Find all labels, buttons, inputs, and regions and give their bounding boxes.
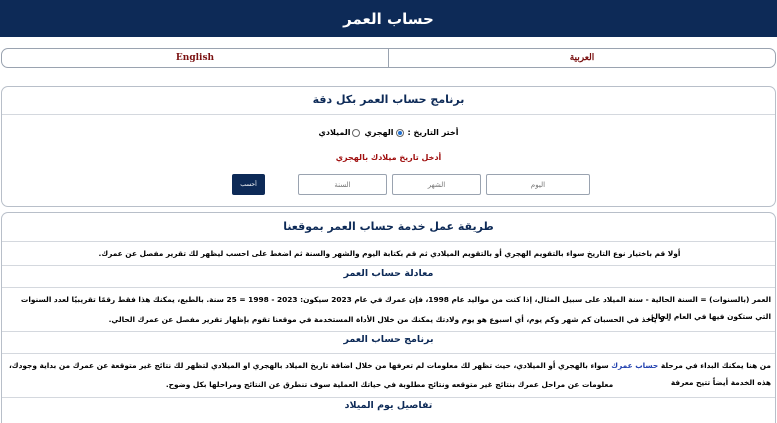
- divider: [2, 265, 775, 266]
- date-type-selector: [2, 128, 775, 137]
- gregorian-option[interactable]: [319, 128, 361, 137]
- birthday-details-title: تفاصيل يوم الميلاد: [344, 400, 433, 411]
- equation-text-line-2: - لا يأخذ في الحسبان كم شهر وكم يوم، أي اسبوع هو يوم ولادتك يمكنك من خلال الأداة المستخدمة في موقعنا تقوم بإظهار تقرير مفصل عن عمرك الحالي.: [108, 315, 671, 324]
- program-title: برنامج حساب العمر: [343, 334, 434, 345]
- gregorian-radio[interactable]: [352, 129, 360, 137]
- year-input[interactable]: [298, 174, 387, 195]
- divider: [2, 397, 775, 398]
- how-it-works-panel: [1, 212, 776, 423]
- site-title: حساب العمر: [343, 9, 434, 28]
- how-it-works-title: طريقة عمل خدمة حساب العمر بموقعنا: [283, 220, 494, 233]
- program-text-post: سواء بالهجري أو الميلادي، حيث تظهر لك معلومات لم تعرفها من خلال اضافة تاريخ الميلاد بالهجري او الميلادي لتظهر لك نتائج غير متوقعة عن عمرك من بداية وجودك، هذه الخدمة أيضاً تتيح معرفة: [8, 361, 771, 387]
- divider: [2, 114, 775, 115]
- month-input[interactable]: [392, 174, 481, 195]
- calculator-title: برنامج حساب العمر بكل دقة: [312, 93, 465, 106]
- divider: [2, 331, 775, 332]
- divider: [2, 353, 775, 354]
- calculate-button[interactable]: أحسب: [232, 174, 265, 195]
- day-input[interactable]: [486, 174, 590, 195]
- hijri-option-label: الهجري: [364, 128, 394, 137]
- hijri-option[interactable]: [364, 128, 403, 137]
- equation-title: معادلة حساب العمر: [343, 268, 434, 279]
- divider: [2, 287, 775, 288]
- site-header: [0, 0, 777, 37]
- hijri-radio[interactable]: [396, 129, 404, 137]
- birthdate-hint: أدخل تاريخ ميلادك بالهجري: [335, 153, 442, 162]
- age-calculator-panel: [1, 86, 776, 207]
- arabic-language-button[interactable]: العربية: [569, 53, 595, 63]
- program-text-pre: من هنا يمكنك البداء في مرحلة: [660, 361, 771, 370]
- language-switcher: [1, 48, 776, 68]
- program-text-line-2: معلومات عن مراحل عمرك بنتائج غير متوقعه ونتائج مطلوبة في حياتك العملية سوف تنطرق عن النتائج ومراحلها بكل وضوح.: [165, 380, 614, 389]
- english-language-button[interactable]: English: [2, 49, 389, 67]
- gregorian-option-label: الميلادي: [318, 128, 351, 137]
- how-it-works-intro: أولا قم باختيار نوع التاريخ سواء بالتقويم الهجري أو بالتقويم الميلادي ثم قم بكتابة اليوم والشهر والسنة ثم اضغط على احسب ليظهر لك تقرير مفصل عن عمرك.: [98, 249, 681, 258]
- calculate-age-link[interactable]: حساب عمرك: [611, 361, 659, 370]
- divider: [2, 241, 775, 242]
- choose-date-label: أختر التاريخ :: [407, 128, 459, 137]
- equation-text-line-1: العمر (بالسنوات) = السنة الحالية - سنة الميلاد على سبيل المثال، إذا كنت من مواليد عام 1998، فإن عمرك في عام 2023 سيكون: 2023 - 1998 = 25 سنة. بالطبع، يمكنك هذا فقط رقمًا تقريبيًا لعدد السنوات التي ستكون فيها في العام الحالي: [20, 295, 771, 321]
